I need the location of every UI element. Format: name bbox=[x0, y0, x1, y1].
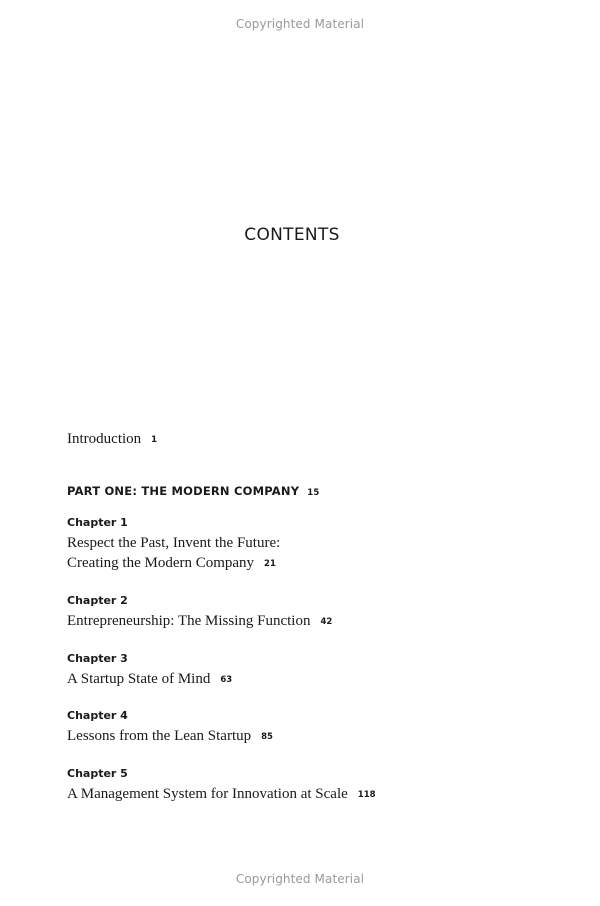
entry-title: Introduction bbox=[67, 431, 142, 447]
watermark-top: Copyrighted Material bbox=[235, 17, 365, 31]
chapter-title-line bbox=[67, 611, 567, 632]
toc-entry-chapter-5 bbox=[67, 767, 567, 805]
watermark-bottom: Copyrighted Material bbox=[235, 872, 365, 886]
page-number: 63 bbox=[220, 675, 233, 685]
chapter-title-text: Entrepreneurship: The Missing Function bbox=[67, 613, 311, 629]
page-number: 42 bbox=[320, 617, 333, 627]
toc-entry-chapter-3 bbox=[67, 652, 567, 690]
page-number: 21 bbox=[264, 559, 276, 569]
chapter-label: Chapter 4 bbox=[67, 709, 128, 722]
chapter-title-line bbox=[67, 726, 567, 747]
toc-entry-chapter-4 bbox=[67, 709, 567, 747]
toc-entry-introduction bbox=[67, 429, 567, 450]
page-number: 85 bbox=[261, 732, 273, 742]
toc-part-one bbox=[67, 484, 567, 498]
chapter-title-text: A Startup State of Mind bbox=[67, 671, 211, 687]
chapter-label: Chapter 5 bbox=[67, 767, 128, 780]
toc-entry-chapter-1 bbox=[67, 516, 567, 574]
chapter-title-line bbox=[67, 784, 567, 805]
toc-entry-chapter-2 bbox=[67, 594, 567, 632]
chapter-title-text: A Management System for Innovation at Scale bbox=[67, 786, 348, 802]
chapter-title-line-2 bbox=[67, 553, 567, 574]
chapter-title-text: Creating the Modern Company bbox=[67, 555, 255, 571]
part-title: PART ONE: THE MODERN COMPANY bbox=[67, 484, 300, 498]
page-number: 1 bbox=[151, 435, 158, 445]
chapter-label: Chapter 1 bbox=[67, 516, 128, 529]
chapter-label: Chapter 3 bbox=[67, 652, 128, 665]
chapter-label: Chapter 2 bbox=[67, 594, 128, 607]
contents-heading: CONTENTS bbox=[244, 225, 340, 245]
page-number: 118 bbox=[357, 790, 376, 800]
chapter-title-line bbox=[67, 669, 567, 690]
page-number: 15 bbox=[307, 488, 320, 498]
chapter-title-line-1: Respect the Past, Invent the Future: bbox=[67, 535, 281, 551]
chapter-title-text: Lessons from the Lean Startup bbox=[67, 728, 252, 744]
